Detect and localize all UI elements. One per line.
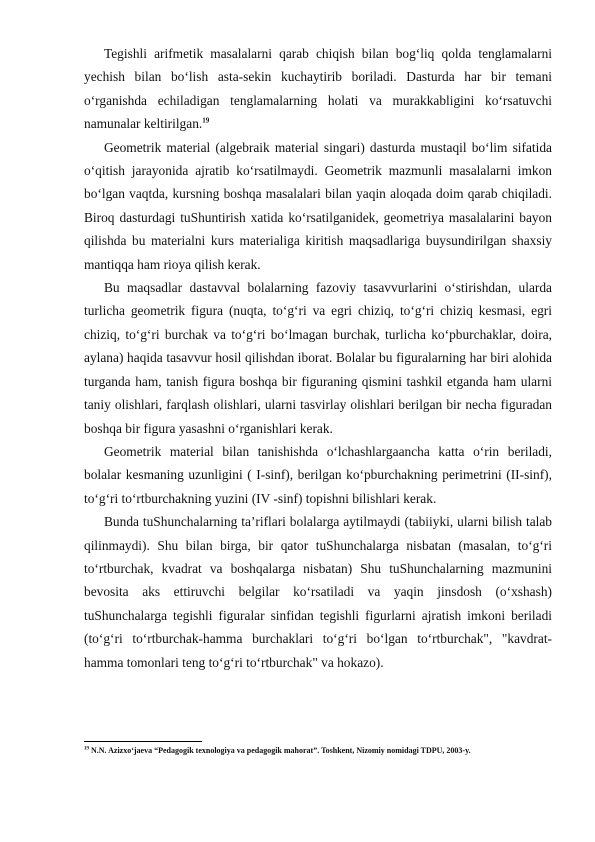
- footnote-divider: [84, 741, 202, 742]
- paragraph-1-text: Tegishli arifmetik masalalarni qarab chiqish bilan bog‘liq qolda tenglamalarni yechish bilan bo‘lish asta-sekin kuchaytirib boriladi. Dasturda har bir temani o‘rganishda echiladigan tenglamalarning holati va murakkabligini ko‘rsatuvchi namunalar keltirilgan.: [84, 46, 552, 132]
- paragraph-1: [84, 42, 552, 136]
- paragraph-5: Bunda tuShunchalarning ta’riflari bolalarga aytilmaydi (tabiiyki, ularni bilish talab qilinmaydi). Shu bilan birga, bir qator tuShunchalarga nisbatan (masalan, to‘g‘ri to‘rtburchak, kvadrat va boshqalarga nisbatan) Shu tuShunchalarning mazmunini bevosita aks ettiruvchi belgilar ko‘rsatiladi va yaqin jinsdosh (o‘xshash) tuShunchalarga tegishli figuralar sinfidan tegishli figurlarni ajratish imkoni beriladi (to‘g‘ri to‘rtburchak-hamma burchaklari to‘g‘ri bo‘lgan to‘rtburchak", "kavdrat-hamma tomonlari teng to‘g‘ri to‘rtburchak" va hokazo).: [84, 514, 552, 670]
- footnote-number: 19: [84, 746, 89, 752]
- paragraph-2: Geometrik material (algebraik material singari) dasturda mustaqil bo‘lim sifatida o‘qitish jarayonida ajratib ko‘rsatilmaydi. Geometrik mazmunli masalalarni imkon bo‘lgan vaqtda, kursning boshqa masalalari bilan yaqin aloqada doim qarab chiqiladi. Biroq dasturdagi tuShuntirish xatida ko‘rsatilganidek, geometriya masalalarini bayon qilishda bu materialni kurs materialiga kiritish maqsadlariga buysundirilgan shaxsiy mantiqqa ham rioya qilish kerak.: [84, 139, 552, 272]
- footnote-ref[interactable]: 19: [202, 116, 210, 125]
- footnote: [84, 745, 552, 756]
- paragraph-4: Geometrik material bilan tanishishda o‘lchashlargaancha katta o‘rin beriladi, bolalar kesmaning uzunligini ( I-sinf), berilgan ko‘pburchakning perimetrini (II-sinf), to‘g‘ri to‘rtburchakning yuzini (IV -sinf) topishni bilishlari kerak.: [84, 443, 552, 506]
- paragraph-3: Bu maqsadlar dastavval bolalarning fazoviy tasavvurlarini o‘stirishdan, ularda turlicha geometrik figura (nuqta, to‘g‘ri va egri chiziq, to‘g‘ri chiziq kesmasi, egri chiziq, to‘g‘ri burchak va to‘g‘ri bo‘lmagan burchak, turlicha ko‘pburchaklar, doira, aylana) haqida tasavvur hosil qilishdan iborat. Bolalar bu figuralarning har biri alohida turganda ham, tanish figura boshqa bir figuraning qismini tashkil etganda ham ularni taniy olishlari, farqlash olishlari, ularni tasvirlay olishlari berilgan bir necha figuradan boshqa bir figura yasashni o‘rganishlari kerak.: [84, 280, 552, 436]
- page-body: [84, 42, 552, 674]
- footnote-text: N.N. Azizxo‘jaeva “Pedagogik texnologiya va pedagogik mahorat”. Toshkent, Nizomiy nomidagi TDPU, 2003-y.: [89, 746, 471, 755]
